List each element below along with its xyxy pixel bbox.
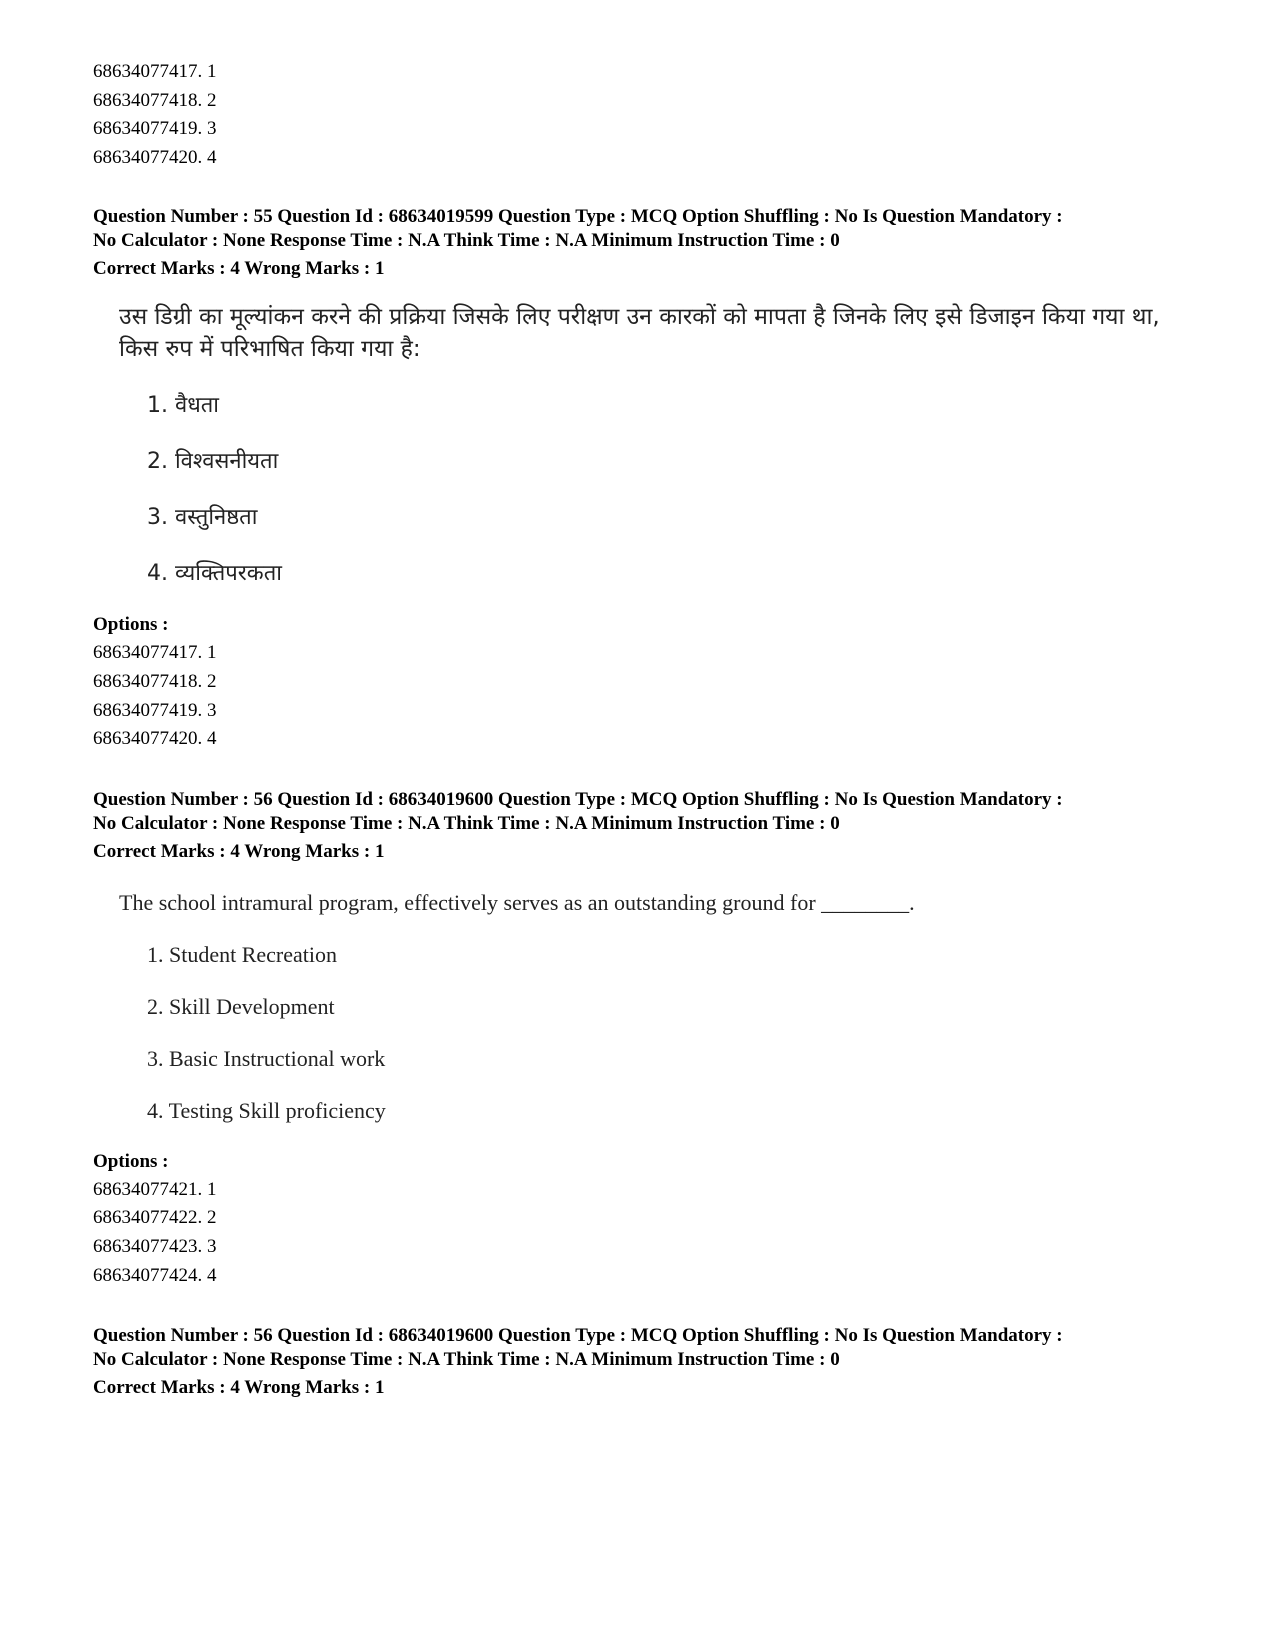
option-line: 68634077417. 1 [93, 642, 217, 664]
top-options-list [93, 58, 1193, 172]
choice-item: 3. वस्तुनिष्ठता [147, 505, 258, 531]
options-label: Options : [93, 1150, 169, 1172]
question-meta-line: No Calculator : None Response Time : N.A Think Time : N.A Minimum Instruction Time : 0 [93, 1349, 840, 1371]
option-line: 68634077417. 1 [93, 61, 217, 82]
options-label: Options : [93, 614, 169, 636]
option-line: 68634077423. 3 [93, 1235, 217, 1257]
document-page [93, 58, 1193, 1400]
option-line: 68634077419. 3 [93, 699, 217, 721]
question-marks: Correct Marks : 4 Wrong Marks : 1 [93, 258, 385, 280]
question-text: उस डिग्री का मूल्यांकन करने की प्रक्रिया जिसके लिए परीक्षण उन कारकों को मापता है जिनके लिए इसे डिजाइन किया गया था, किस रुप में परिभाषित किया गया है: [119, 304, 1160, 363]
choice-item: 1. Student Recreation [147, 941, 338, 967]
option-line: 68634077424. 4 [93, 1264, 217, 1286]
question-text: The school intramural program, effectively serves as an outstanding ground for ________. [119, 889, 915, 915]
question-meta-line: No Calculator : None Response Time : N.A Think Time : N.A Minimum Instruction Time : 0 [93, 230, 840, 252]
option-line: 68634077420. 4 [93, 728, 217, 750]
option-line: 68634077421. 1 [93, 1178, 217, 1200]
question-meta-line: No Calculator : None Response Time : N.A Think Time : N.A Minimum Instruction Time : 0 [93, 812, 840, 834]
option-line: 68634077418. 2 [93, 670, 217, 692]
option-line: 68634077422. 2 [93, 1207, 217, 1229]
option-line: 68634077420. 4 [93, 146, 217, 168]
question-block-55 [93, 205, 1193, 753]
choice-item: 2. Skill Development [147, 993, 335, 1019]
question-meta-line: Question Number : 55 Question Id : 68634019599 Question Type : MCQ Option Shuffling : No Is Question Mandatory : [93, 206, 1063, 228]
question-meta-line: Question Number : 56 Question Id : 68634019600 Question Type : MCQ Option Shuffling : No Is Question Mandatory : [93, 788, 1063, 810]
question-marks: Correct Marks : 4 Wrong Marks : 1 [93, 1377, 385, 1399]
choice-item: 4. व्यक्तिपरकता [147, 561, 282, 587]
option-line: 68634077419. 3 [93, 118, 217, 140]
question-block-56-repeat [93, 1324, 1193, 1400]
question-block-56 [93, 788, 1193, 1290]
option-line: 68634077418. 2 [93, 89, 217, 111]
choice-item: 3. Basic Instructional work [147, 1045, 386, 1071]
question-meta-line: Question Number : 56 Question Id : 68634019600 Question Type : MCQ Option Shuffling : No Is Question Mandatory : [93, 1325, 1063, 1347]
question-marks: Correct Marks : 4 Wrong Marks : 1 [93, 840, 385, 862]
choice-item: 4. Testing Skill proficiency [147, 1097, 386, 1123]
choice-item: 1. वैधता [147, 393, 219, 419]
choice-item: 2. विश्वसनीयता [147, 449, 279, 475]
